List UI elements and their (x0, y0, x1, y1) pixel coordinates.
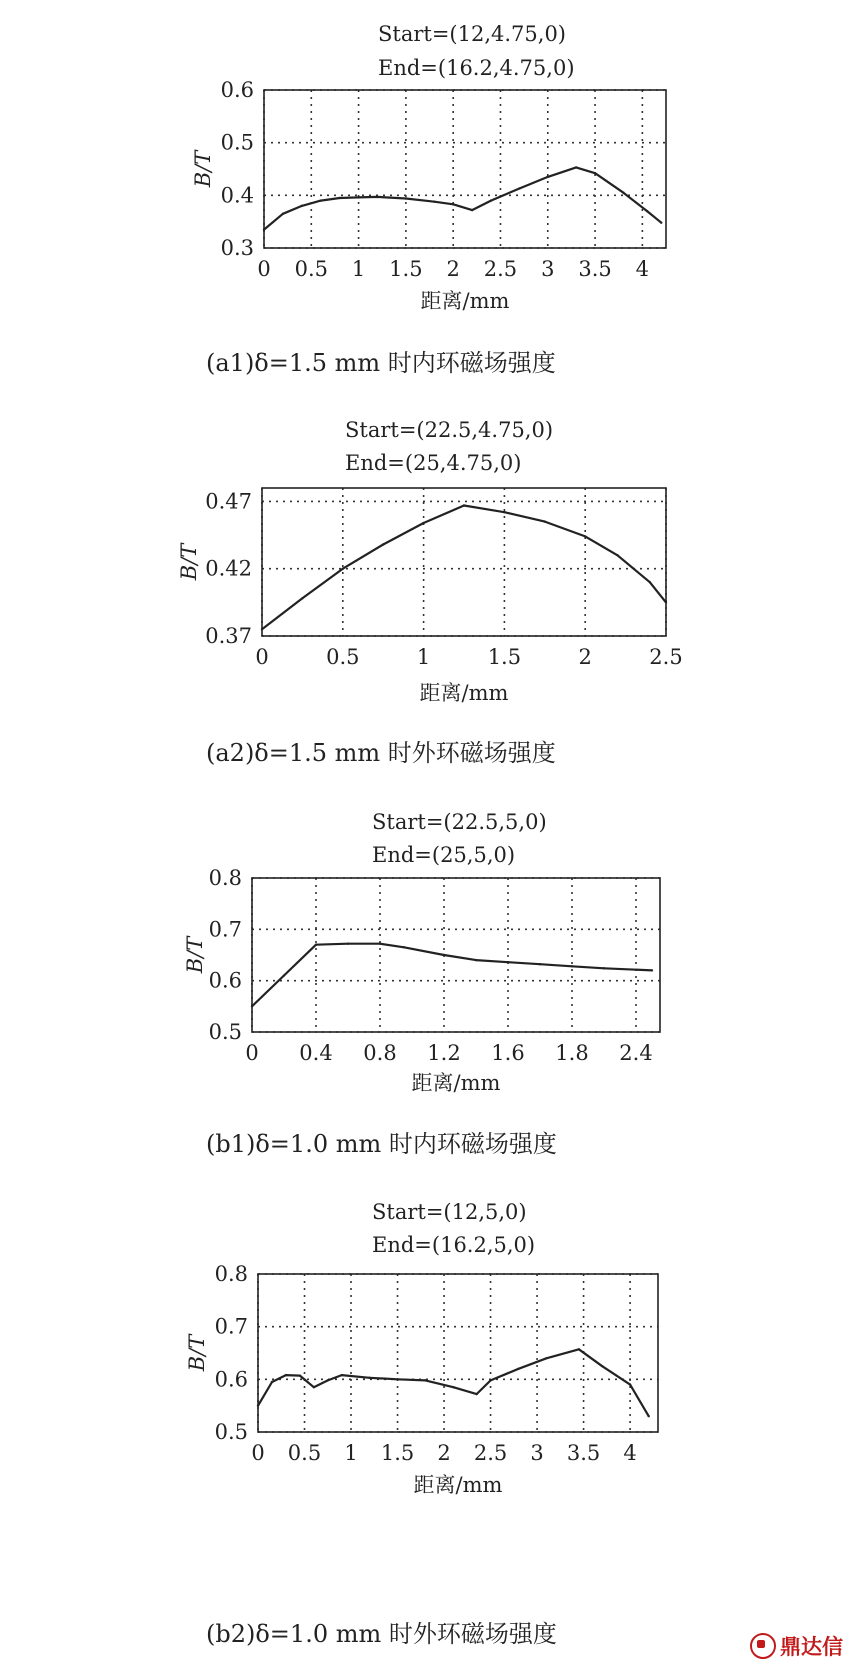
data-point (507, 961, 509, 963)
data-point (622, 192, 624, 194)
data-point (379, 943, 381, 945)
data-point (651, 969, 653, 971)
data-point (452, 1386, 454, 1388)
data-point (327, 1379, 329, 1381)
data-point (251, 1005, 253, 1007)
data-point (261, 628, 263, 630)
x-tick-label: 2 (578, 645, 592, 669)
data-point (649, 581, 651, 583)
data-point (571, 965, 573, 967)
y-tick-label: 0.6 (220, 80, 254, 102)
data-point (299, 1374, 301, 1376)
chart-end-label: End=(25,5,0) (372, 843, 516, 867)
x-tick-label: 0.5 (326, 645, 360, 669)
y-tick-label: 0.4 (220, 183, 254, 208)
data-point (433, 200, 435, 202)
chart-b2-svg (0, 1256, 859, 1526)
y-tick-label: 0.6 (208, 968, 242, 993)
data-point (575, 166, 577, 168)
data-point (629, 1383, 631, 1385)
data-point (517, 1368, 519, 1370)
x-tick-label: 1 (416, 645, 431, 669)
x-axis-label: 距离/mm (419, 681, 509, 705)
x-tick-label: 1.6 (491, 1041, 525, 1065)
data-point (382, 543, 384, 545)
data-point (443, 954, 445, 956)
data-point (616, 554, 618, 556)
data-point (584, 535, 586, 537)
x-tick-label: 0.5 (294, 257, 328, 281)
data-point (357, 196, 359, 198)
y-tick-label: 0.8 (208, 866, 242, 890)
x-tick-label: 0.8 (363, 1041, 397, 1065)
data-point (475, 1393, 477, 1395)
series-line (258, 1349, 649, 1416)
logo-icon (750, 1633, 776, 1659)
x-tick-label: 3 (541, 257, 555, 281)
x-tick-label: 2.5 (483, 257, 518, 281)
x-tick-label: 3.5 (566, 1441, 601, 1465)
data-point (263, 228, 265, 230)
watermark-logo (750, 1631, 843, 1661)
x-tick-label: 1 (344, 1441, 358, 1465)
data-point (285, 1374, 287, 1376)
x-tick-label: 1 (351, 257, 366, 281)
chart-b1-svg (0, 864, 859, 1124)
x-axis-label: 距离/mm (420, 289, 510, 313)
x-axis-label: 距离/mm (413, 1473, 503, 1497)
data-point (368, 1377, 370, 1379)
x-tick-label: 0.5 (287, 1441, 322, 1465)
data-point (471, 209, 473, 211)
data-point (544, 520, 546, 522)
watermark-text: 鼎达信 (780, 1635, 843, 1659)
y-tick-label: 0.8 (214, 1262, 248, 1286)
x-tick-label: 2 (437, 1441, 451, 1465)
chart-start-label: Start=(22.5,4.75,0) (345, 418, 554, 442)
data-point (503, 511, 505, 513)
y-axis-label: B/T (177, 543, 201, 581)
y-tick-label: 0.3 (220, 236, 254, 260)
data-point (424, 1379, 426, 1381)
chart-end-label: End=(16.2,4.75,0) (378, 56, 575, 80)
y-axis-label: B/T (185, 1334, 209, 1372)
data-point (594, 172, 596, 174)
data-point (341, 1374, 343, 1376)
data-point (539, 963, 541, 965)
plot-frame (252, 878, 660, 1032)
y-tick-label: 0.37 (205, 624, 252, 648)
data-point (422, 522, 424, 524)
data-point (489, 1379, 491, 1381)
data-point (403, 946, 405, 948)
chart-caption: (b1)δ=1.0 mm 时内环磁场强度 (206, 1130, 557, 1158)
x-tick-label: 0 (257, 257, 271, 281)
chart-start-label: Start=(12,4.75,0) (378, 22, 566, 46)
series-line (262, 506, 666, 630)
x-axis-label: 距离/mm (411, 1071, 501, 1095)
data-point (396, 1378, 398, 1380)
data-point (646, 210, 648, 212)
data-point (338, 197, 340, 199)
chart-start-label: Start=(12,5,0) (372, 1200, 527, 1224)
data-point (545, 1357, 547, 1359)
x-tick-label: 0 (245, 1041, 259, 1065)
data-point (547, 176, 549, 178)
x-tick-label: 2.4 (619, 1041, 653, 1065)
data-point (452, 203, 454, 205)
chart-start-label: Start=(22.5,5,0) (372, 810, 547, 834)
chart-caption: (a2)δ=1.5 mm 时外环磁场强度 (206, 739, 556, 767)
data-point (257, 1404, 259, 1406)
chart-end-label: End=(25,4.75,0) (345, 451, 522, 475)
y-tick-label: 0.42 (205, 556, 252, 581)
plot-frame (264, 90, 666, 248)
data-point (603, 967, 605, 969)
series-line (264, 167, 661, 229)
data-point (301, 597, 303, 599)
data-point (376, 196, 378, 198)
y-tick-label: 0.7 (208, 917, 242, 942)
plot-frame (262, 488, 666, 636)
x-tick-label: 2.5 (473, 1441, 508, 1465)
x-tick-label: 0 (255, 645, 269, 669)
data-point (283, 974, 285, 976)
x-tick-label: 0 (251, 1441, 265, 1465)
x-tick-label: 4 (635, 257, 650, 281)
data-point (342, 568, 344, 570)
data-point (282, 213, 284, 215)
data-point (320, 199, 322, 201)
data-point (271, 1381, 273, 1383)
chart-caption: (b2)δ=1.0 mm 时外环磁场强度 (206, 1620, 557, 1648)
data-point (647, 1415, 649, 1417)
x-tick-label: 3 (530, 1441, 544, 1465)
data-point (601, 1365, 603, 1367)
chart-caption: (a1)δ=1.5 mm 时内环磁场强度 (206, 349, 556, 377)
data-point (578, 1348, 580, 1350)
chart-end-label: End=(16.2,5,0) (372, 1233, 536, 1257)
x-tick-label: 1.5 (389, 257, 423, 281)
y-tick-label: 0.6 (214, 1367, 248, 1392)
x-tick-label: 1.2 (427, 1041, 461, 1065)
x-tick-label: 1.5 (487, 645, 522, 669)
data-point (315, 944, 317, 946)
x-tick-label: 1.8 (555, 1041, 589, 1065)
y-axis-label: B/T (183, 936, 207, 974)
data-point (347, 943, 349, 945)
data-point (313, 1386, 315, 1388)
data-point (518, 187, 520, 189)
series-line (252, 944, 652, 1007)
data-point (665, 601, 667, 603)
data-point (660, 222, 662, 224)
x-tick-label: 4 (623, 1441, 637, 1465)
plot-frame (258, 1274, 658, 1432)
data-point (463, 504, 465, 506)
chart-a2-svg (0, 474, 859, 774)
y-axis-label: B/T (191, 150, 215, 188)
y-tick-label: 0.5 (220, 130, 254, 155)
data-point (475, 959, 477, 961)
data-point (301, 205, 303, 207)
x-tick-label: 0.4 (299, 1041, 333, 1065)
x-tick-label: 1.5 (380, 1441, 415, 1465)
y-tick-label: 0.5 (208, 1020, 242, 1044)
y-tick-label: 0.47 (205, 489, 252, 514)
y-tick-label: 0.5 (214, 1420, 248, 1444)
data-point (405, 197, 407, 199)
y-tick-label: 0.7 (214, 1314, 248, 1339)
x-tick-label: 2 (446, 257, 460, 281)
x-tick-label: 3.5 (578, 257, 612, 281)
x-tick-label: 2.5 (649, 645, 683, 669)
data-point (490, 199, 492, 201)
